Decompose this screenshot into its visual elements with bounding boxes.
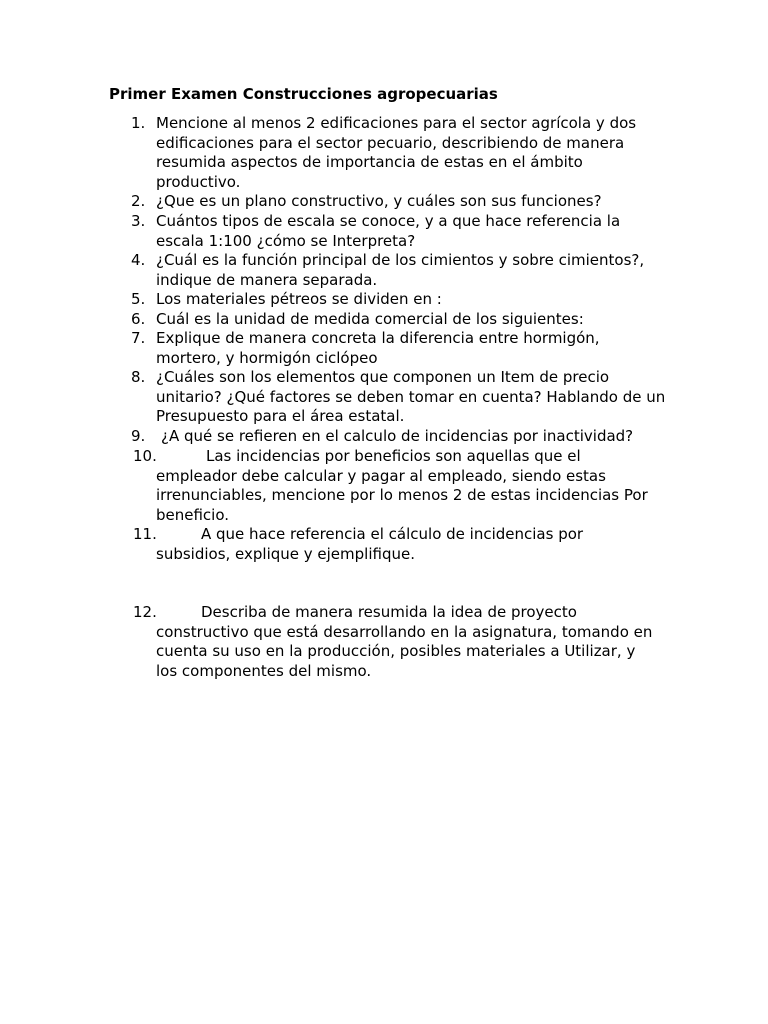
question-number: 6. [131, 310, 146, 328]
question-number: 10. [133, 447, 157, 465]
document-title: Primer Examen Construcciones agropecuarias [109, 85, 498, 103]
question-text: ¿Cuáles son los elementos que componen un Item de precio unitario? ¿Qué factores se deben tomar en cuenta? Hablando de un Presupuesto para el área estatal. [156, 368, 666, 425]
question-number: 8. [131, 368, 146, 386]
question-text: Las incidencias por beneficios son aquellas que el empleador debe calcular y pagar al empleado, siendo estas irrenunciables, mencione por lo menos 2 de estas incidencias Por beneficio. [156, 447, 648, 524]
question-number: 11. [133, 525, 157, 543]
question-number: 1. [131, 114, 146, 132]
question-text: ¿A qué se refieren en el calculo de incidencias por inactividad? [161, 427, 634, 445]
question-text: ¿Cuál es la función principal de los cimientos y sobre cimientos?, indique de manera separada. [156, 251, 645, 289]
question-text: Explique de manera concreta la diferencia entre hormigón, mortero, y hormigón ciclópeo [156, 329, 600, 367]
question-number: 9. [131, 427, 146, 445]
question-text: Los materiales pétreos se dividen en : [156, 290, 442, 308]
question-number: 3. [131, 212, 146, 230]
question-text: Cuál es la unidad de medida comercial de los siguientes: [156, 310, 584, 328]
question-text: ¿Que es un plano constructivo, y cuáles son sus funciones? [156, 192, 602, 210]
question-text: A que hace referencia el cálculo de incidencias por subsidios, explique y ejemplifique. [156, 525, 584, 563]
question-text: Describa de manera resumida la idea de proyecto constructivo que está desarrollando en la asignatura, tomando en cuenta su uso en la producción, posibles materiales a Utilizar, y los componentes del mismo. [156, 603, 653, 680]
question-text: Mencione al menos 2 edificaciones para el sector agrícola y dos edificaciones para el sector pecuario, describiendo de manera resumida aspectos de importancia de estas en el ámbito productivo. [156, 114, 637, 191]
question-number: 2. [131, 192, 146, 210]
question-number: 7. [131, 329, 146, 347]
question-number: 5. [131, 290, 146, 308]
question-number: 4. [131, 251, 146, 269]
question-number: 12. [133, 603, 157, 621]
question-text: Cuántos tipos de escala se conoce, y a que hace referencia la escala 1:100 ¿cómo se Interpreta? [156, 212, 621, 250]
